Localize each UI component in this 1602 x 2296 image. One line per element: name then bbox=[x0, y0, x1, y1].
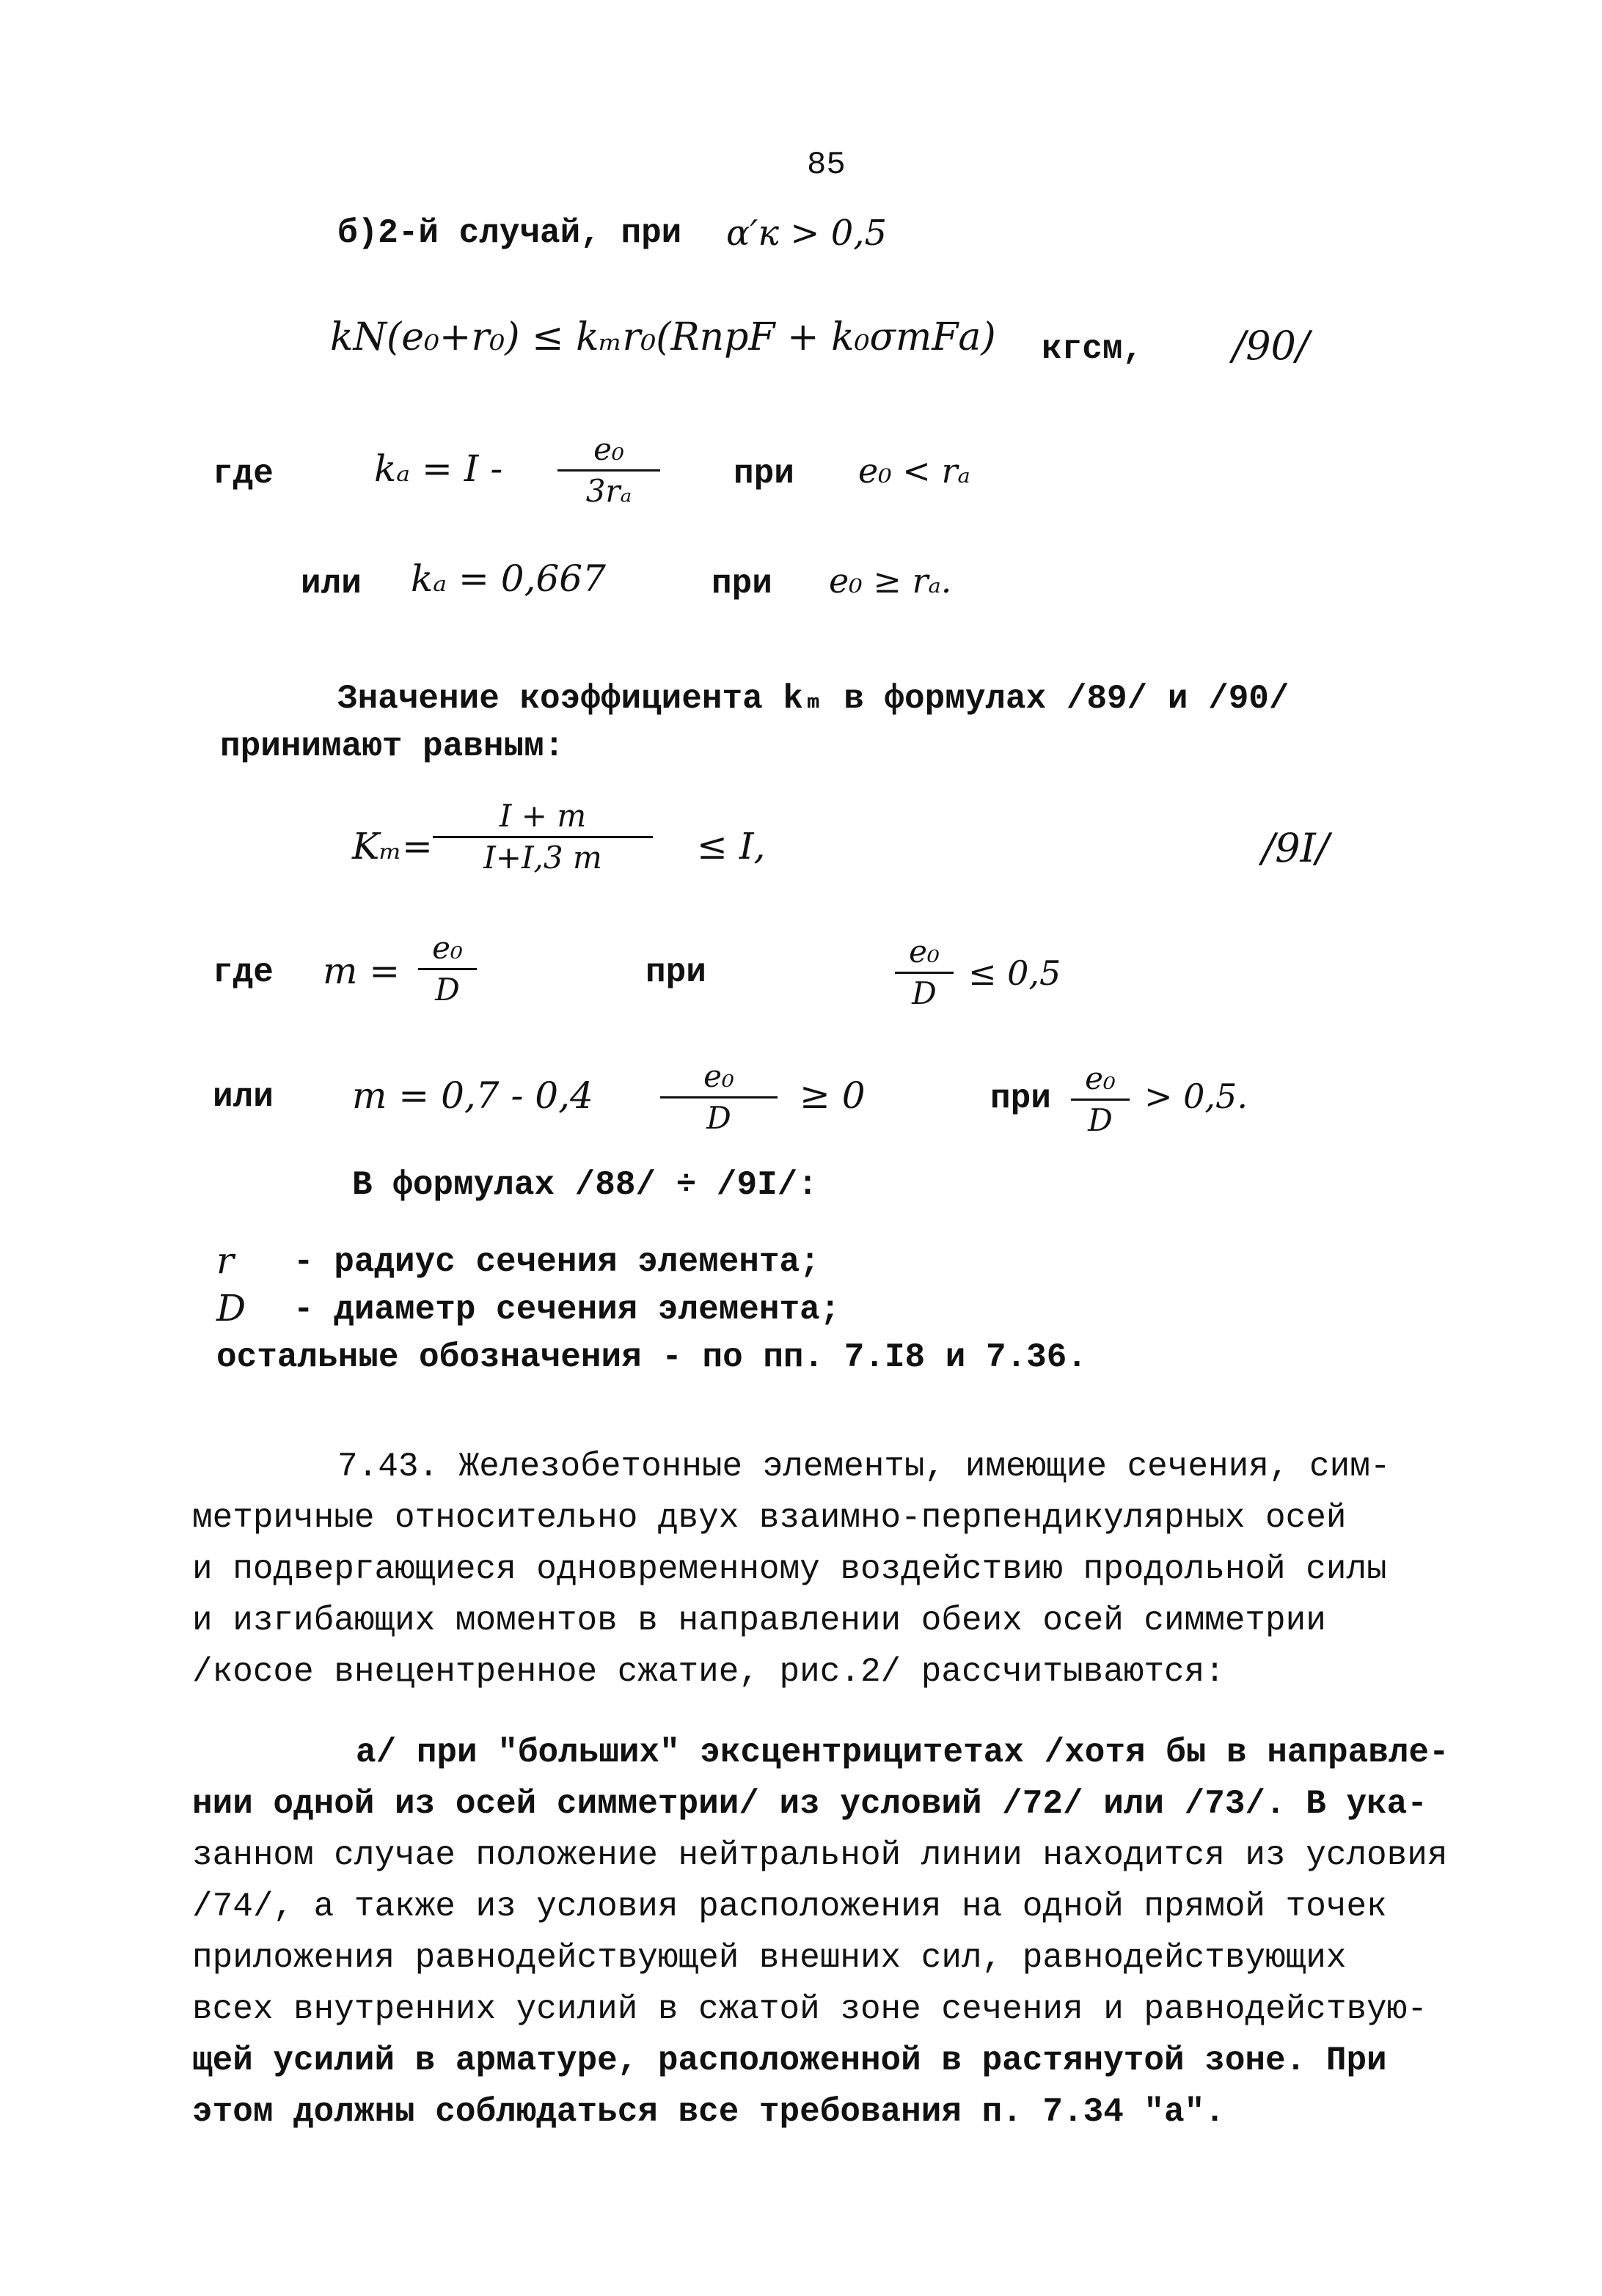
paragraph-line: приложения равнодействующей внешних сил, равнодействующих bbox=[192, 1939, 1347, 1977]
ka-formula-lhs: kₐ = I - bbox=[374, 447, 503, 490]
paragraph-line: всех внутренних усилий в сжатой зоне сечения и равнодействую- bbox=[192, 1990, 1427, 2028]
ka-fraction-num: e₀ bbox=[593, 431, 624, 467]
equation-91-den: I+I,3 m bbox=[483, 840, 602, 876]
equation-90-unit: кгсм, bbox=[1042, 330, 1144, 368]
m-condition-num: e₀ bbox=[909, 934, 940, 969]
pri-label: при bbox=[734, 455, 794, 493]
ka-condition: e₀ < rₐ bbox=[858, 451, 970, 491]
m-formula-2-lhs: m = 0,7 - 0,4 bbox=[352, 1074, 593, 1117]
or-label: или bbox=[213, 1078, 274, 1116]
m-formula-2-den: D bbox=[706, 1100, 731, 1137]
m-condition-rhs: ≤ 0,5 bbox=[968, 953, 1061, 993]
paragraph-line: и изгибающих моментов в направлении обеих осей симметрии bbox=[192, 1602, 1326, 1640]
paragraph-line: метричные относительно двух взаимно-перпендикулярных осей bbox=[192, 1499, 1347, 1537]
paragraph-line: этом должны соблюдаться все требования п. 7.34 "а". bbox=[192, 2093, 1225, 2131]
ka-fraction-den: 3rₐ bbox=[585, 473, 632, 510]
m-formula-lhs: m = bbox=[323, 950, 400, 992]
m-condition-2-den: D bbox=[1088, 1102, 1113, 1139]
equation-91-fraction bbox=[433, 799, 653, 875]
fraction-bar bbox=[557, 469, 660, 472]
m-formula-2-num: e₀ bbox=[703, 1058, 734, 1094]
where-label: где bbox=[213, 455, 274, 493]
paragraph-line: /74/, а также из условия расположения на одной прямой точек bbox=[192, 1888, 1387, 1926]
page-number: 85 bbox=[807, 147, 846, 183]
equation-90: kN(e₀+r₀) ≤ kₘr₀(RпрF + k₀σтFа) bbox=[330, 315, 996, 359]
fraction-bar bbox=[433, 836, 653, 838]
case-b-label: б)2-й случай, при bbox=[337, 214, 682, 252]
fraction-bar bbox=[418, 968, 477, 970]
m-formula-2-fraction bbox=[660, 1060, 778, 1135]
definition-text: - диаметр сечения элемента; bbox=[293, 1291, 841, 1329]
definition-symbol: r bbox=[216, 1239, 234, 1282]
m-fraction bbox=[418, 931, 477, 1007]
m-condition-2-fraction bbox=[1071, 1062, 1130, 1137]
equation-91-rhs: ≤ I, bbox=[697, 825, 766, 868]
pri-label: при bbox=[990, 1079, 1051, 1118]
ka-fraction bbox=[557, 433, 660, 508]
fraction-bar bbox=[660, 1096, 778, 1099]
m-fraction-den: D bbox=[435, 972, 460, 1008]
fraction-bar bbox=[895, 972, 954, 974]
definitions-rest: остальные обозначения - по пп. 7.I8 и 7.36. bbox=[216, 1338, 1087, 1376]
pri-label: при bbox=[645, 953, 706, 991]
paragraph-line: щей усилий в арматуре, расположенной в растянутой зоне. При bbox=[192, 2042, 1387, 2080]
equation-90-number: /90/ bbox=[1232, 323, 1310, 369]
paragraph-line: нии одной из осей симметрии/ из условий /72/ или /73/. В ука- bbox=[192, 1785, 1427, 1823]
formulas-reference: В формулах /88/ ÷ /9I/: bbox=[352, 1166, 818, 1204]
ka-formula-2: kₐ = 0,667 bbox=[411, 557, 606, 600]
definition-symbol: D bbox=[216, 1287, 246, 1329]
case-b-condition: α′к > 0,5 bbox=[726, 213, 888, 254]
equation-91-lhs: Kₘ= bbox=[352, 825, 433, 868]
m-condition-fraction bbox=[895, 935, 954, 1011]
km-intro-line2: принимают равным: bbox=[220, 727, 565, 766]
fraction-bar bbox=[1071, 1099, 1130, 1101]
paragraph-line: /косое внецентренное сжатие, рис.2/ рассчитываются: bbox=[192, 1653, 1225, 1691]
m-condition-2-rhs: > 0,5. bbox=[1144, 1077, 1248, 1116]
m-condition-den: D bbox=[912, 975, 937, 1012]
m-fraction-num: e₀ bbox=[432, 930, 463, 966]
paragraph-line: 7.43. Железобетонные элементы, имеющие сечения, сим- bbox=[337, 1448, 1391, 1486]
where-label: где bbox=[213, 953, 274, 991]
definition-text: - радиус сечения элемента; bbox=[293, 1243, 820, 1281]
paragraph-line: а/ при "больших" эксцентрицитетах /хотя бы в направле- bbox=[356, 1734, 1449, 1772]
pri-label: при bbox=[712, 565, 772, 603]
ka-condition-2: e₀ ≥ rₐ. bbox=[829, 561, 952, 601]
m-formula-2-rhs: ≥ 0 bbox=[800, 1074, 866, 1117]
km-intro-line1: Значение коэффициента kₘ в формулах /89/ и /90/ bbox=[337, 680, 1290, 718]
or-label: или bbox=[301, 565, 362, 603]
m-condition-2-num: e₀ bbox=[1085, 1060, 1116, 1096]
equation-91-number: /9I/ bbox=[1262, 825, 1330, 871]
paragraph-line: занном случае положение нейтральной линии находится из условия bbox=[192, 1836, 1448, 1874]
paragraph-line: и подвергающиеся одновременному воздействию продольной силы bbox=[192, 1550, 1387, 1588]
equation-91-num: I + m bbox=[499, 798, 587, 834]
